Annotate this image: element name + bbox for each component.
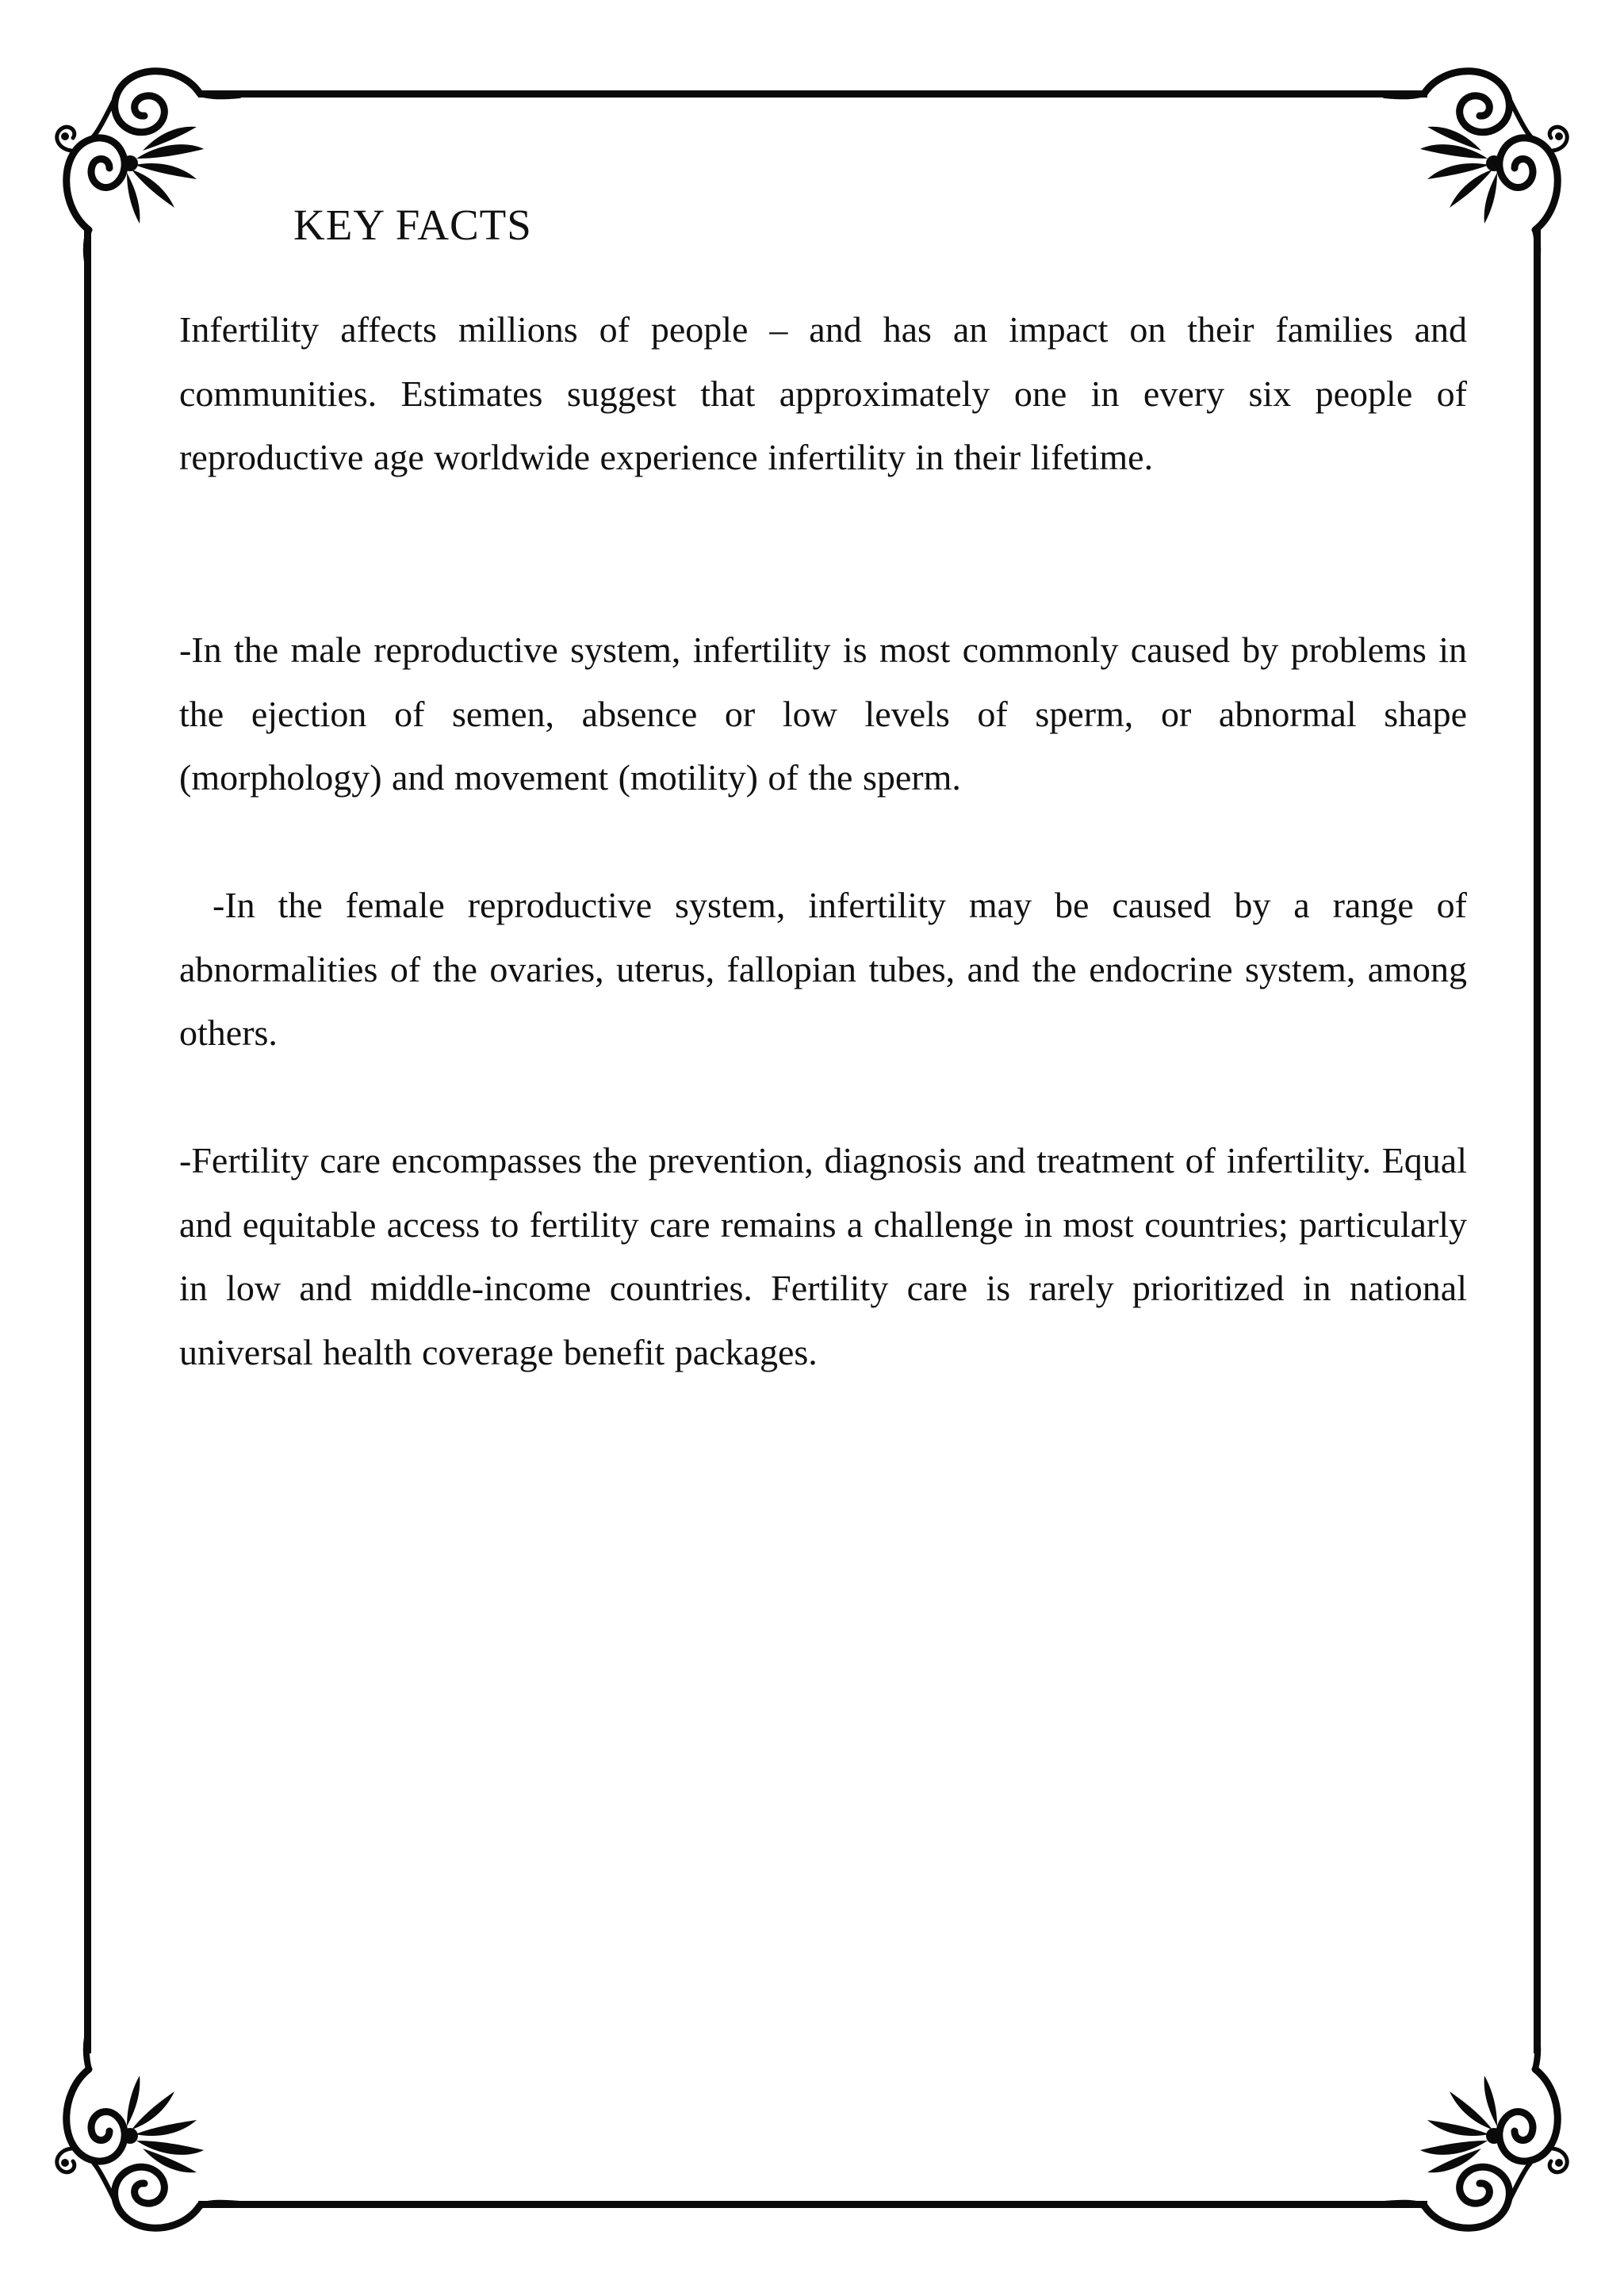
corner-flourish-icon bbox=[1377, 2038, 1583, 2244]
paragraph-fertility-care: -Fertility care encompasses the prevention, diagnosis and treatment of infertility. Equal and equitable access to fertility care remains a challenge in most countries; particularly in low and middle-income countries. Fertility care is rarely prioritized in national universal health coverage benefit packages. bbox=[179, 1140, 1467, 1372]
paragraph-female-infertility: -In the female reproductive system, infertility may be caused by a range of abnormalities of the ovaries, uterus, fallopian tubes, and the endocrine system, among others. bbox=[179, 885, 1467, 1053]
frame-left-border bbox=[84, 230, 91, 2053]
paragraph-male-infertility: -In the male reproductive system, infertility is most commonly caused by problems in the ejection of semen, absence or low levels of sperm, or abnormal shape (morphology) and movement (motility) of the sperm. bbox=[179, 629, 1467, 798]
corner-flourish-icon bbox=[41, 55, 247, 262]
frame-top-border bbox=[198, 90, 1427, 98]
frame-bottom-border bbox=[198, 2201, 1427, 2208]
frame-right-border bbox=[1534, 230, 1541, 2053]
corner-flourish-icon bbox=[41, 2038, 247, 2244]
paragraph-intro: Infertility affects millions of people – and has an impact on their families and communities. Estimates suggest that approximately one in every six people of reproductive age worldwide experience infertility in their lifetime. bbox=[179, 309, 1467, 477]
page-heading: KEY FACTS bbox=[293, 201, 532, 249]
corner-flourish-icon bbox=[1377, 55, 1583, 262]
